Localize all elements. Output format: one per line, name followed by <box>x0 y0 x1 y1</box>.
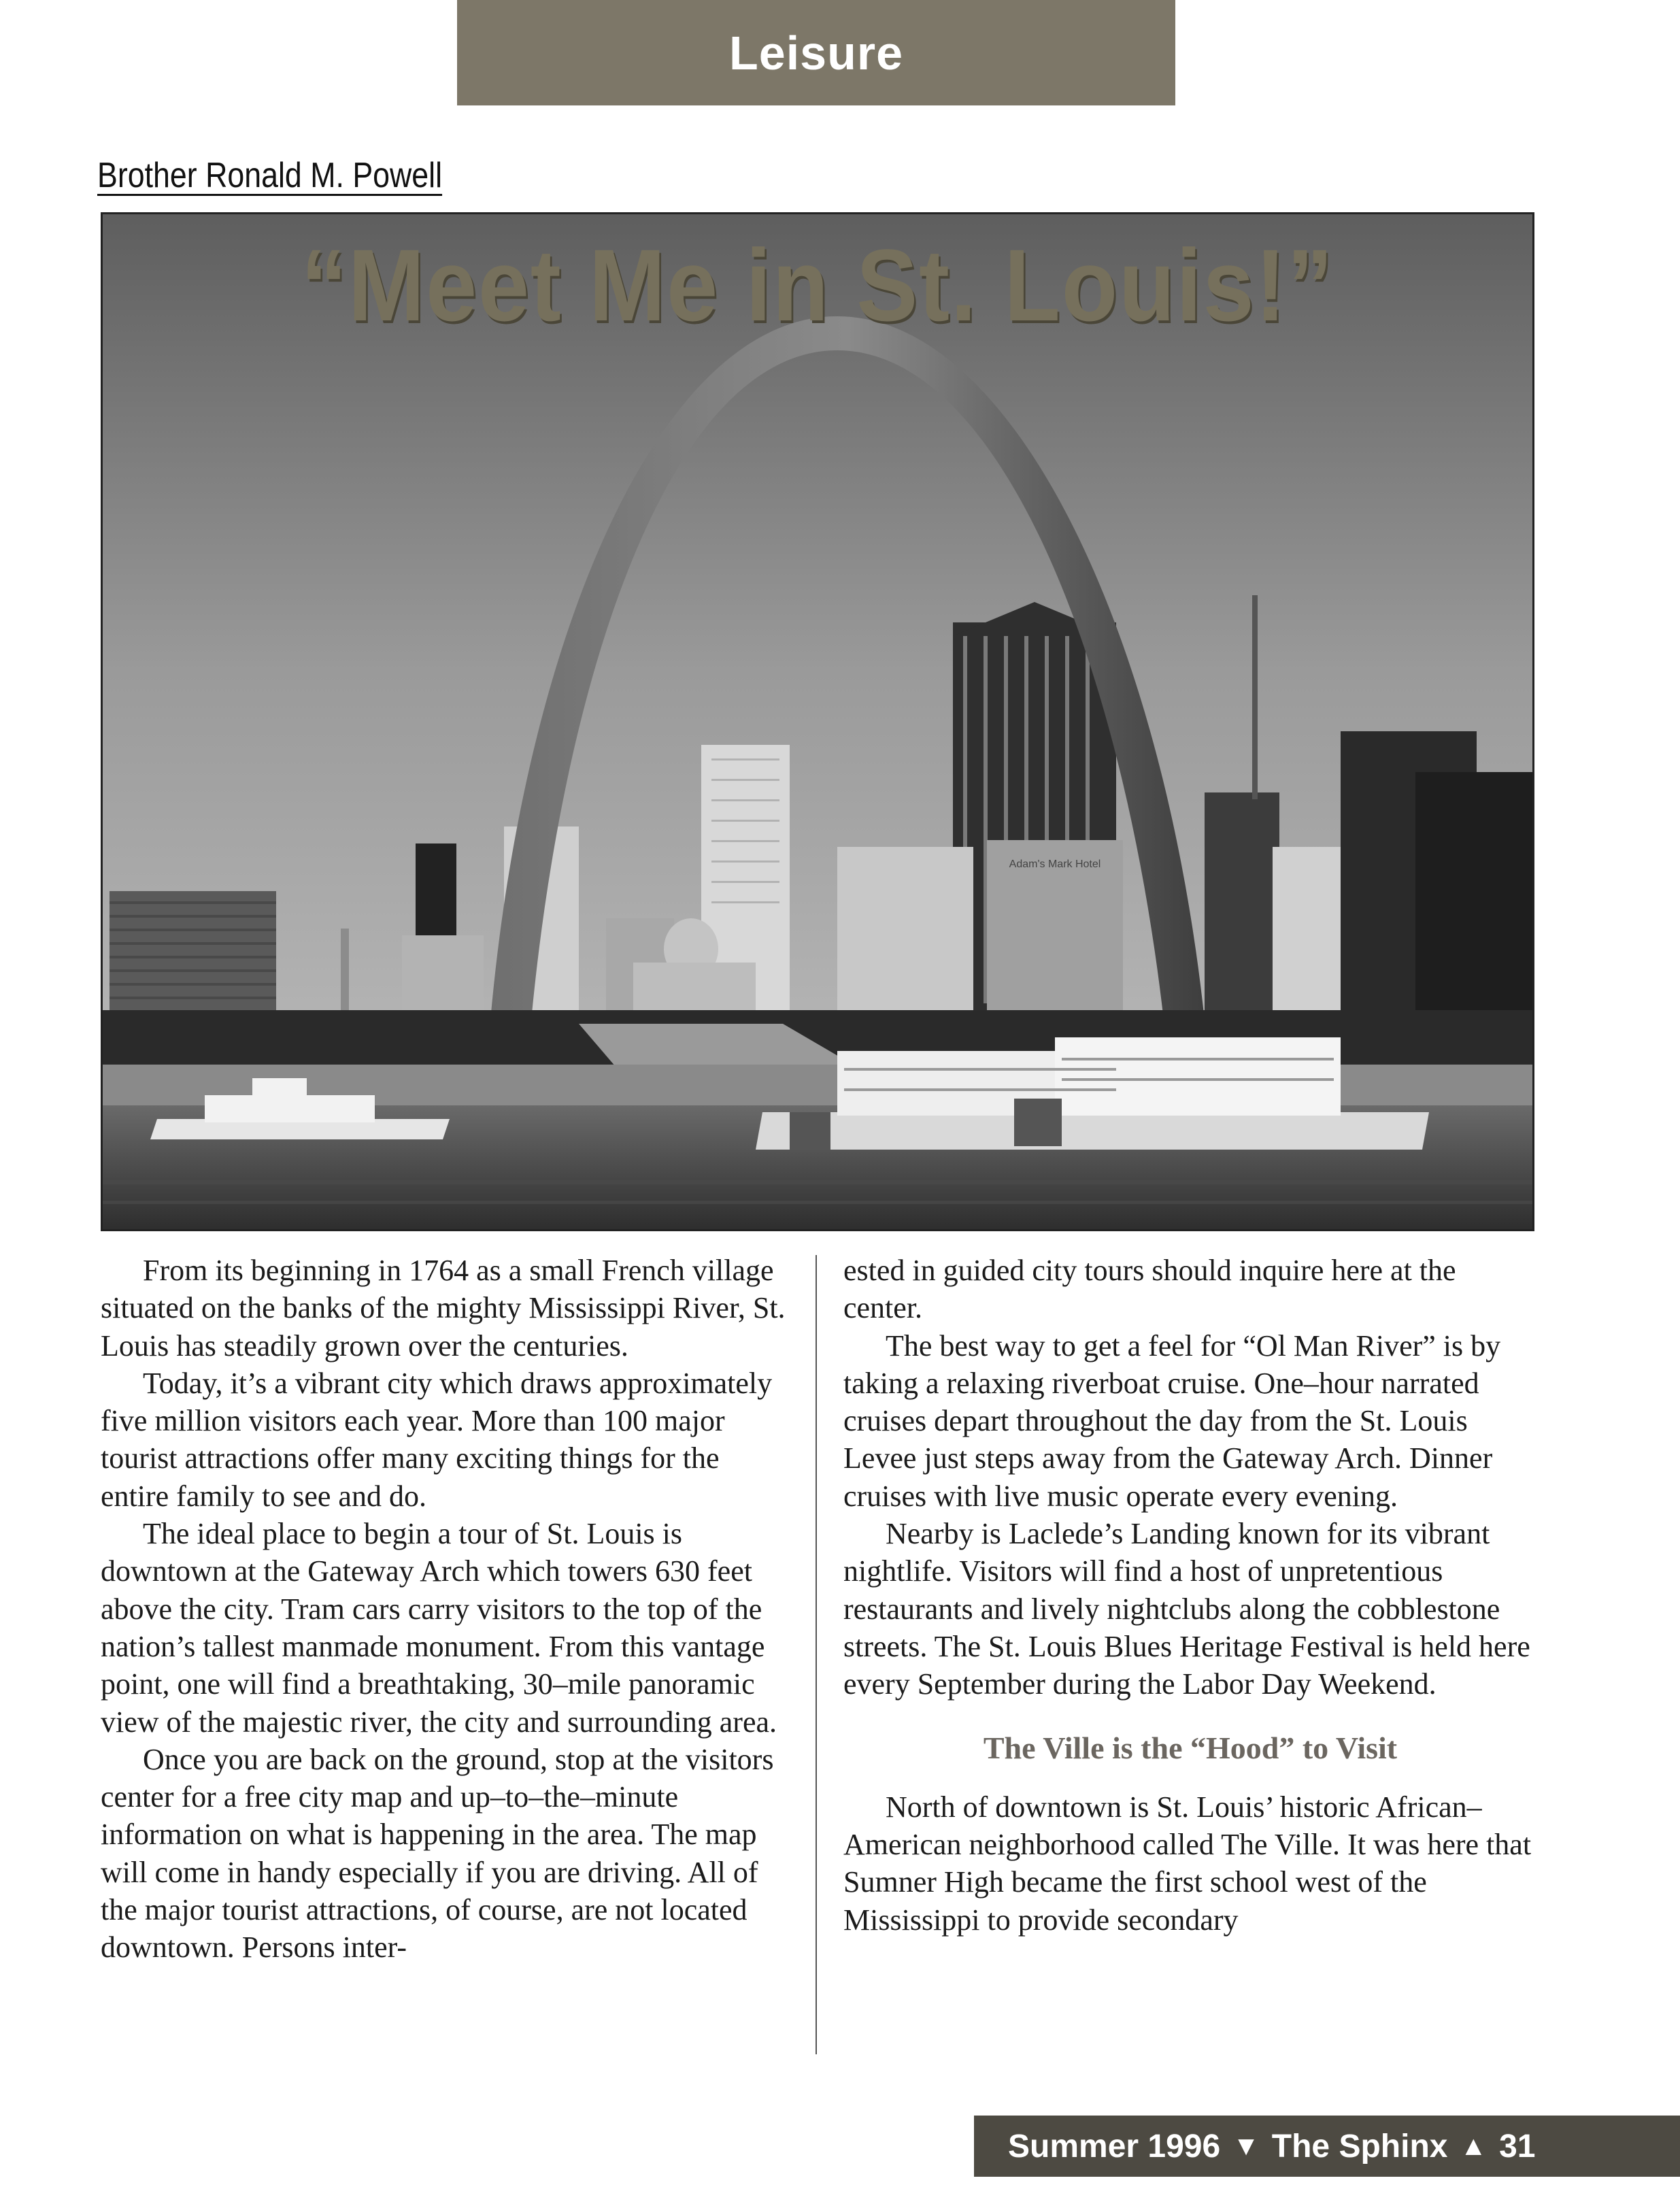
column-divider <box>816 1255 817 2054</box>
radio-antenna <box>1252 595 1258 799</box>
author-byline: Brother Ronald M. Powell <box>97 156 443 195</box>
section-label: Leisure <box>729 26 903 80</box>
article-paragraph: ested in guided city tours should inquire here at the center. <box>843 1254 1456 1325</box>
feature-photo <box>101 212 1534 1231</box>
page-number: 31 <box>1499 2128 1536 2165</box>
down-triangle-icon: ▼ <box>1232 2130 1260 2161</box>
photo-title: “Meet Me in St. Louis!” <box>301 228 1334 342</box>
up-triangle-icon: ▲ <box>1460 2130 1488 2161</box>
issue-date: Summer 1996 <box>1008 2128 1221 2165</box>
section-subheading: The Ville is the “Hood” to Visit <box>983 1730 1398 1765</box>
riverboat-right <box>756 1037 1429 1150</box>
article-paragraph: From its beginning in 1764 as a small French village situated on the banks of the mighty Mississippi River, St. Louis has steadily grown over the centuries. <box>101 1254 786 1363</box>
article-paragraph: Nearby is Laclede’s Landing known for its vibrant nightlife. Visitors will find a host of unpretentious restaurants and lively nightclubs along the cobblestone streets. The St. Louis Blues Heritage Festival is held here every September during the Labor Day Weekend. <box>843 1517 1530 1701</box>
article-column-right <box>843 1252 1537 1939</box>
section-banner <box>457 0 1175 105</box>
article-paragraph: The ideal place to begin a tour of St. Louis is downtown at the Gateway Arch which towers 630 feet above the city. Tram cars carry visitors to the top of the nation’s tallest manmade monument. From this vantage point, one will find a breathtaking, 30–mile panoramic view of the majestic river, the city and surrounding area. <box>101 1517 777 1739</box>
article-paragraph: Today, it’s a vibrant city which draws approximately five million visitors each year. More than 100 major tourist attractions offer many exciting things for the entire family to see and do. <box>101 1366 773 1513</box>
hotel-sign: Adam's Mark Hotel <box>1009 858 1101 870</box>
article-paragraph: The best way to get a feel for “Ol Man River” is by taking a relaxing riverboat cruise. One–hour narrated cruises depart throughout the day from the St. Louis Levee just steps away from the Gateway Arch. Dinner cruises with live music operate every evening. <box>843 1329 1501 1513</box>
publication-name: The Sphinx <box>1271 2128 1448 2165</box>
page-footer <box>974 2116 1680 2177</box>
st-louis-skyline-photo <box>103 214 1532 1229</box>
article-paragraph: Once you are back on the ground, stop at the visitors center for a free city map and up–to–the–minute information on what is happening in the area. The map will come in handy especially if you are driving. All of the major tourist attractions, of course, are not located downtown. Persons inter- <box>101 1742 774 1965</box>
article-column-left <box>101 1252 788 1967</box>
article-paragraph: North of downtown is St. Louis’ historic African–American neighborhood called The Ville. It was here that Sumner High became the first school west of the Mississippi to provide secondary <box>843 1790 1532 1937</box>
